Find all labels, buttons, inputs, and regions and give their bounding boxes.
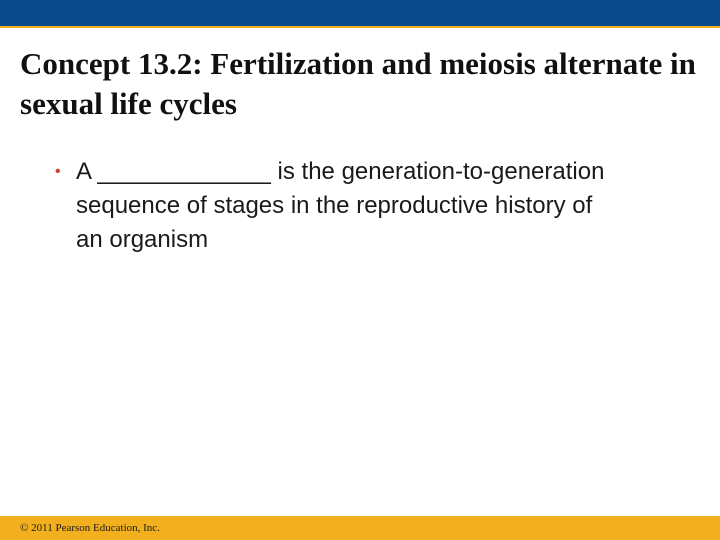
footer-band — [0, 516, 720, 540]
header-band — [0, 0, 720, 26]
bullet-list — [55, 155, 615, 257]
bullet-marker: • — [55, 163, 61, 180]
bullet-text: A _____________ is the generation-to-generation sequence of stages in the reproductive history of an organism — [76, 158, 605, 253]
slide-title: Concept 13.2: Fertilization and meiosis alternate in sexual life cycles — [20, 46, 696, 121]
bullet-item — [55, 155, 615, 257]
header-accent-rule — [0, 26, 720, 28]
copyright-text: © 2011 Pearson Education, Inc. — [20, 522, 160, 534]
